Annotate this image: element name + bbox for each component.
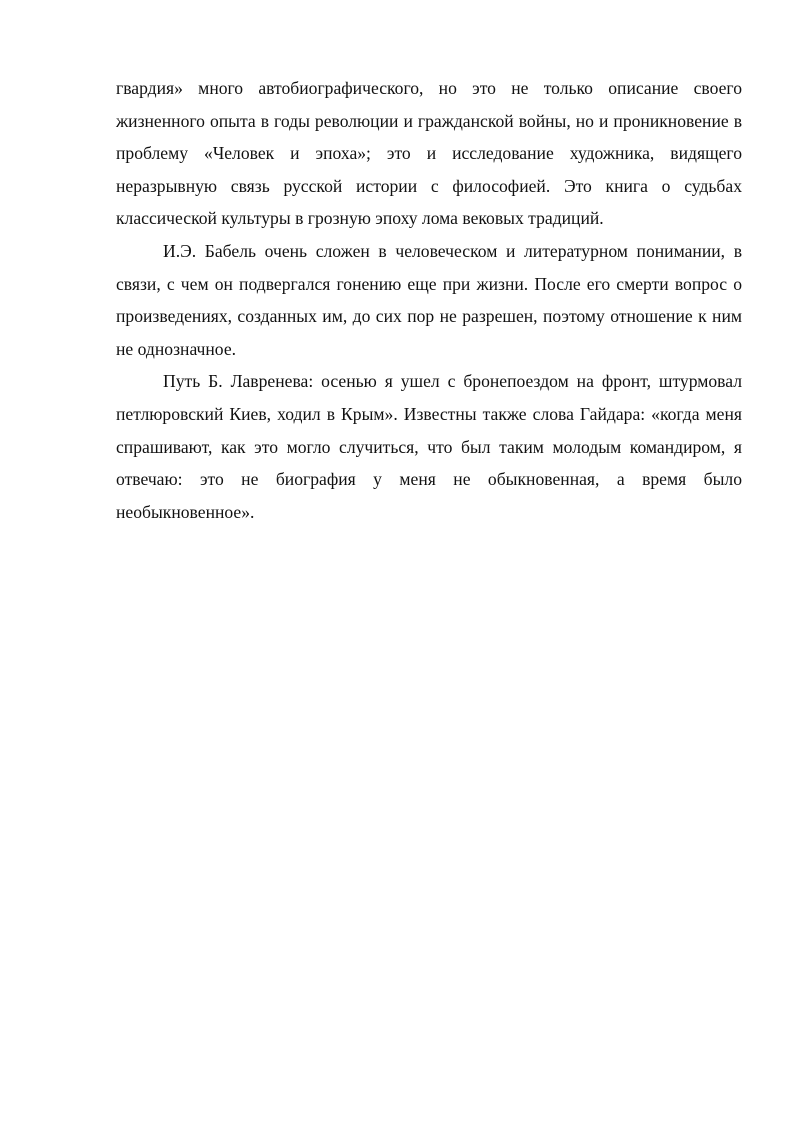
paragraph-babel: И.Э. Бабель очень сложен в человеческом и литературном понимании, в связи, с чем он подвергался гонению еще при жизни. После его смерти вопрос о произведениях, созданных им, до сих пор не разрешен, поэтому отношение к ним не однозначное. <box>116 240 742 359</box>
paragraph-continuation: гвардия» много автобиографического, но это не только описание своего жизненного опыта в годы революции и гражданской войны, но и проникновение в проблему «Человек и эпоха»; это и исследование художника, видящего неразрывную связь русской истории с философией. Это книга о судьбах классической культуры в грозную эпоху лома вековых традиций. <box>116 78 742 229</box>
document-body <box>116 72 742 528</box>
paragraph-lavrenev: Путь Б. Лавренева: осенью я ушел с бронепоездом на фронт, штурмовал петлюровский Киев, ходил в Крым». Известны также слова Гайдара: «когда меня спрашивают, как это могло случиться, что был таким молодым командиром, я отвечаю: это не биография у меня не обыкновенная, а время было необыкновенное». <box>116 371 742 522</box>
